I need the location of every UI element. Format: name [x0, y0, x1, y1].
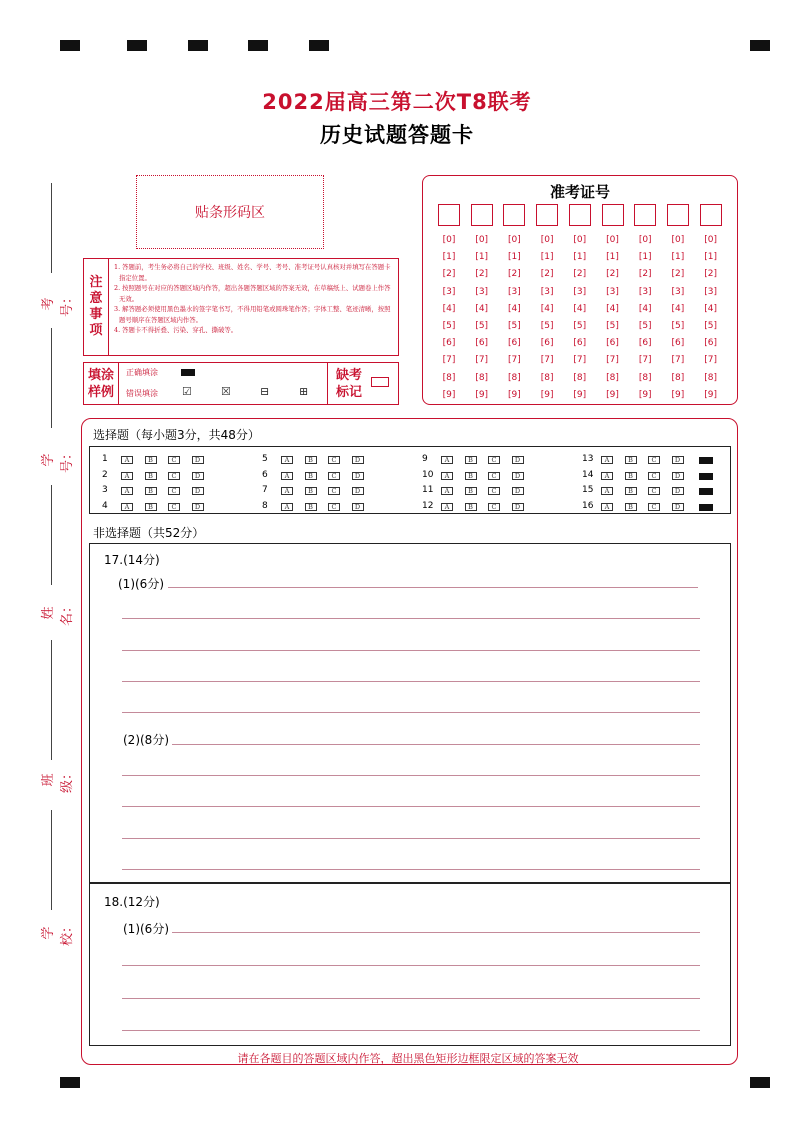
- question-number: 9: [422, 454, 428, 464]
- exam-id-bubble[interactable]: [1]: [573, 252, 587, 263]
- exam-id-bubble[interactable]: [3]: [671, 286, 685, 297]
- option-bubble-c[interactable]: C: [648, 456, 660, 464]
- exam-id-bubble[interactable]: [7]: [508, 355, 521, 366]
- notice-item: 3. 解答题必须使用黑色墨水的签字笔书写，不得用铅笔或圆珠笔作答；字体工整、笔迹清晰，按照题号顺序在答题区域内作答。: [114, 305, 391, 324]
- exam-id-bubble[interactable]: [7]: [540, 355, 554, 366]
- notice-item: 2. 按照题号在对应的答题区域内作答，超出各题答题区域的答案无效，在草稿纸上、试题卷上作答无效。: [114, 284, 391, 303]
- exam-id-bubble[interactable]: [8]: [573, 372, 587, 383]
- answer-line: [172, 744, 700, 745]
- timing-mark: [127, 40, 147, 51]
- option-bubble-a[interactable]: A: [441, 472, 453, 480]
- notice-box: [83, 258, 399, 356]
- exam-id-bubble[interactable]: [3]: [638, 286, 652, 297]
- absent-divider: [327, 363, 328, 404]
- option-bubble-a[interactable]: A: [601, 456, 613, 464]
- answer-line: [168, 587, 698, 588]
- row-timing-mark: [699, 504, 713, 511]
- exam-id-digit-box[interactable]: [438, 204, 460, 226]
- option-bubble-b[interactable]: B: [145, 456, 157, 464]
- answer-line: [122, 965, 700, 966]
- barcode-label: 贴条形码区: [195, 205, 265, 221]
- exam-id-bubble[interactable]: [5]: [704, 321, 717, 331]
- nonchoice-section-title: 非选择题（共52分）: [93, 526, 205, 540]
- answer-line: [122, 806, 700, 807]
- exam-id-bubble[interactable]: [3]: [606, 286, 619, 297]
- option-bubble-a[interactable]: A: [121, 472, 133, 480]
- choice-section-title: 选择题（每小题3分，共48分）: [93, 428, 260, 442]
- option-bubble-a[interactable]: A: [441, 456, 453, 464]
- exam-id-bubble[interactable]: [9]: [508, 389, 521, 400]
- option-bubble-d[interactable]: D: [352, 472, 364, 480]
- exam-number-label: 考号：: [41, 291, 75, 318]
- option-bubble-a[interactable]: A: [601, 487, 613, 495]
- exam-id-bubble[interactable]: [6]: [442, 338, 456, 349]
- option-bubble-c[interactable]: C: [168, 472, 180, 480]
- row-timing-mark: [699, 473, 713, 480]
- exam-id-bubble[interactable]: [8]: [606, 372, 619, 383]
- student-number-label: 学号：: [41, 447, 75, 474]
- question-number: 4: [102, 500, 108, 511]
- option-bubble-c[interactable]: C: [328, 456, 340, 464]
- exam-id-bubble[interactable]: [2]: [508, 269, 521, 280]
- exam-id-bubble[interactable]: [0]: [442, 235, 456, 245]
- option-bubble-b[interactable]: B: [305, 472, 317, 480]
- exam-id-bubble[interactable]: [0]: [606, 235, 619, 245]
- answer-line: [122, 838, 700, 839]
- timing-mark: [188, 40, 208, 51]
- option-bubble-b[interactable]: B: [465, 487, 477, 495]
- option-bubble-c[interactable]: C: [168, 487, 180, 495]
- sheet-subtitle: 历史试题答题卡: [320, 123, 474, 147]
- exam-id-bubble[interactable]: [0]: [508, 235, 521, 245]
- option-bubble-d[interactable]: D: [672, 487, 684, 495]
- exam-id-bubble[interactable]: [2]: [573, 269, 587, 280]
- exam-id-bubble[interactable]: [2]: [540, 269, 554, 280]
- exam-id-bubble[interactable]: [2]: [638, 269, 652, 280]
- exam-id-bubble[interactable]: [9]: [606, 389, 619, 400]
- exam-id-bubble[interactable]: [9]: [475, 389, 489, 400]
- timing-mark: [750, 1077, 770, 1088]
- wrong-fill-cross-icon: ☒: [221, 385, 231, 398]
- exam-id-bubble[interactable]: [7]: [704, 355, 717, 366]
- exam-id-bubble[interactable]: [1]: [606, 252, 619, 263]
- absent-heading: 缺考 标记: [336, 368, 363, 400]
- option-bubble-c[interactable]: C: [168, 456, 180, 464]
- exam-id-bubble[interactable]: [2]: [442, 269, 456, 280]
- exam-id-bubble[interactable]: [4]: [442, 303, 456, 314]
- answer-line: [122, 1030, 700, 1031]
- correct-fill-mark: [181, 369, 195, 376]
- q18-label: 18.(12分): [104, 895, 160, 909]
- exam-id-bubble[interactable]: [9]: [540, 389, 554, 400]
- answer-line: [122, 650, 700, 651]
- exam-id-bubble[interactable]: [2]: [606, 269, 619, 280]
- exam-id-bubble[interactable]: [3]: [508, 286, 521, 297]
- question-number: 5: [262, 454, 268, 464]
- answer-line: [122, 869, 700, 870]
- answer-line: [122, 681, 700, 682]
- option-bubble-d[interactable]: D: [352, 503, 364, 511]
- q17-answer-box[interactable]: [89, 543, 731, 883]
- option-bubble-b[interactable]: B: [305, 503, 317, 511]
- exam-id-digit-box[interactable]: [602, 204, 624, 226]
- exam-id-bubble[interactable]: [0]: [573, 235, 587, 245]
- exam-id-bubble[interactable]: [4]: [475, 303, 489, 314]
- option-bubble-c[interactable]: C: [328, 503, 340, 511]
- exam-id-bubble[interactable]: [1]: [638, 252, 652, 263]
- side-line: [51, 485, 52, 585]
- question-number: 8: [262, 500, 268, 511]
- exam-id-bubble[interactable]: [9]: [573, 389, 587, 400]
- option-bubble-d[interactable]: D: [672, 472, 684, 480]
- option-bubble-b[interactable]: B: [625, 503, 637, 511]
- exam-id-bubble[interactable]: [0]: [671, 235, 685, 245]
- option-bubble-d[interactable]: D: [192, 487, 204, 495]
- exam-id-bubble[interactable]: [1]: [671, 252, 685, 263]
- exam-id-bubble[interactable]: [8]: [475, 372, 489, 383]
- option-bubble-b[interactable]: B: [145, 472, 157, 480]
- exam-id-bubble[interactable]: [5]: [573, 321, 587, 331]
- exam-id-bubble[interactable]: [2]: [475, 269, 489, 280]
- notice-list: [114, 262, 394, 336]
- option-bubble-a[interactable]: A: [121, 503, 133, 511]
- exam-id-bubble[interactable]: [9]: [671, 389, 685, 400]
- exam-id-bubble[interactable]: [5]: [540, 321, 554, 331]
- name-label: 姓名：: [41, 600, 75, 627]
- question-number: 1: [102, 454, 108, 464]
- exam-id-bubble[interactable]: [0]: [638, 235, 652, 245]
- exam-id-bubble[interactable]: [8]: [671, 372, 685, 383]
- q18-part1-label: (1)(6分): [123, 922, 169, 936]
- option-bubble-d[interactable]: D: [192, 456, 204, 464]
- exam-id-bubble[interactable]: [1]: [508, 252, 521, 263]
- exam-id-bubble[interactable]: [6]: [540, 338, 554, 349]
- option-bubble-d[interactable]: D: [352, 487, 364, 495]
- question-number: 11: [422, 485, 434, 495]
- option-bubble-a[interactable]: A: [441, 487, 453, 495]
- exam-id-bubble[interactable]: [5]: [475, 321, 489, 331]
- class-label: 班级：: [41, 767, 75, 794]
- q17-label: 17.(14分): [104, 553, 160, 567]
- exam-id-bubble[interactable]: [1]: [442, 252, 456, 263]
- option-bubble-d[interactable]: D: [192, 503, 204, 511]
- exam-id-digit-box[interactable]: [503, 204, 525, 226]
- option-bubble-c[interactable]: C: [488, 456, 500, 464]
- option-bubble-c[interactable]: C: [168, 503, 180, 511]
- option-bubble-a[interactable]: A: [441, 503, 453, 511]
- exam-id-bubble[interactable]: [9]: [638, 389, 652, 400]
- option-bubble-b[interactable]: B: [305, 456, 317, 464]
- wrong-fill-label: 错误填涂: [126, 389, 158, 398]
- exam-id-bubble[interactable]: [5]: [671, 321, 685, 331]
- exam-id-bubble[interactable]: [2]: [704, 269, 717, 280]
- exam-id-bubble[interactable]: [6]: [638, 338, 652, 349]
- exam-id-digit-box[interactable]: [536, 204, 558, 226]
- option-bubble-b[interactable]: B: [145, 503, 157, 511]
- exam-id-bubble[interactable]: [1]: [704, 252, 717, 263]
- option-bubble-b[interactable]: B: [465, 456, 477, 464]
- exam-id-bubble[interactable]: [3]: [540, 286, 554, 297]
- footer-warning: 请在各题目的答题区域内作答，超出黑色矩形边框限定区域的答案无效: [237, 1052, 579, 1065]
- option-bubble-a[interactable]: A: [281, 503, 293, 511]
- exam-id-bubble[interactable]: [9]: [442, 389, 456, 400]
- answer-line: [172, 932, 700, 933]
- option-bubble-d[interactable]: D: [672, 456, 684, 464]
- fill-example-heading: 填涂 样例: [84, 363, 119, 404]
- exam-id-bubble[interactable]: [5]: [638, 321, 652, 331]
- wrong-fill-plus-icon: ⊞: [299, 385, 309, 398]
- absent-checkbox[interactable]: [371, 377, 389, 387]
- exam-title: 2022届高三第二次T8联考: [262, 90, 532, 114]
- option-bubble-a[interactable]: A: [281, 487, 293, 495]
- school-label: 学校：: [41, 920, 75, 947]
- correct-fill-label: 正确填涂: [126, 368, 158, 377]
- exam-id-bubble[interactable]: [8]: [540, 372, 554, 383]
- option-bubble-a[interactable]: A: [601, 503, 613, 511]
- exam-id-bubble[interactable]: [4]: [638, 303, 652, 314]
- option-bubble-b[interactable]: B: [625, 456, 637, 464]
- answer-line: [122, 618, 700, 619]
- exam-id-bubble[interactable]: [5]: [508, 321, 521, 331]
- exam-id-bubble[interactable]: [4]: [540, 303, 554, 314]
- exam-id-bubble[interactable]: [3]: [475, 286, 489, 297]
- side-line: [51, 640, 52, 760]
- option-bubble-b[interactable]: B: [625, 487, 637, 495]
- exam-id-bubble[interactable]: [3]: [442, 286, 456, 297]
- timing-mark: [60, 1077, 80, 1088]
- q17-part2-label: (2)(8分): [123, 733, 169, 747]
- option-bubble-c[interactable]: C: [648, 487, 660, 495]
- exam-id-bubble[interactable]: [4]: [573, 303, 587, 314]
- exam-id-box: [422, 175, 738, 405]
- option-bubble-c[interactable]: C: [648, 503, 660, 511]
- exam-id-digit-box[interactable]: [667, 204, 689, 226]
- exam-id-bubble[interactable]: [0]: [704, 235, 717, 245]
- option-bubble-b[interactable]: B: [305, 487, 317, 495]
- exam-id-bubble[interactable]: [4]: [704, 303, 717, 314]
- exam-id-title: 准考证号: [549, 183, 610, 201]
- question-number: 6: [262, 469, 268, 480]
- timing-mark: [248, 40, 268, 51]
- exam-id-bubble[interactable]: [7]: [638, 355, 652, 366]
- side-line: [51, 183, 52, 273]
- question-number: 14: [582, 469, 594, 480]
- row-timing-mark: [699, 488, 713, 495]
- option-bubble-c[interactable]: C: [328, 487, 340, 495]
- option-bubble-d[interactable]: D: [512, 503, 524, 511]
- option-bubble-a[interactable]: A: [601, 472, 613, 480]
- option-bubble-d[interactable]: D: [672, 503, 684, 511]
- exam-id-bubble[interactable]: [7]: [573, 355, 587, 366]
- exam-id-digit-box[interactable]: [471, 204, 493, 226]
- answer-line: [122, 775, 700, 776]
- exam-id-bubble[interactable]: [0]: [475, 235, 489, 245]
- option-bubble-d[interactable]: D: [512, 487, 524, 495]
- side-line: [51, 810, 52, 910]
- option-bubble-c[interactable]: C: [488, 503, 500, 511]
- question-number: 10: [422, 469, 434, 480]
- option-bubble-b[interactable]: B: [465, 503, 477, 511]
- exam-id-bubble[interactable]: [4]: [508, 303, 521, 314]
- exam-id-bubble[interactable]: [6]: [475, 338, 489, 349]
- timing-mark: [309, 40, 329, 51]
- exam-id-digit-box[interactable]: [634, 204, 656, 226]
- option-bubble-d[interactable]: D: [192, 472, 204, 480]
- answer-line: [122, 998, 700, 999]
- option-bubble-c[interactable]: C: [328, 472, 340, 480]
- wrong-fill-check-icon: ☑: [182, 385, 192, 398]
- question-number: 15: [582, 485, 594, 495]
- exam-id-digit-box[interactable]: [569, 204, 591, 226]
- option-bubble-d[interactable]: D: [352, 456, 364, 464]
- timing-mark: [750, 40, 770, 51]
- answer-line: [122, 712, 700, 713]
- exam-id-bubble[interactable]: [1]: [540, 252, 554, 263]
- exam-id-bubble[interactable]: [6]: [508, 338, 521, 349]
- option-bubble-a[interactable]: A: [281, 456, 293, 464]
- question-number: 16: [582, 500, 594, 511]
- option-bubble-a[interactable]: A: [281, 472, 293, 480]
- notice-item: 1. 答题前，考生务必将自己的学校、班级、姓名、学号、考号、准考证号认真核对并填写在答题卡指定位置。: [114, 263, 391, 282]
- exam-id-bubble[interactable]: [7]: [442, 355, 456, 366]
- exam-id-bubble[interactable]: [5]: [606, 321, 619, 331]
- option-bubble-c[interactable]: C: [488, 487, 500, 495]
- exam-id-bubble[interactable]: [4]: [606, 303, 619, 314]
- exam-id-bubble[interactable]: [6]: [671, 338, 685, 349]
- exam-id-bubble[interactable]: [6]: [573, 338, 587, 349]
- question-number: 2: [102, 469, 108, 480]
- question-number: 3: [102, 485, 108, 495]
- option-bubble-b[interactable]: B: [145, 487, 157, 495]
- exam-id-bubble[interactable]: [3]: [704, 286, 717, 297]
- exam-id-bubble[interactable]: [6]: [606, 338, 619, 349]
- timing-mark: [60, 40, 80, 51]
- exam-id-bubble[interactable]: [2]: [671, 269, 685, 280]
- exam-id-bubble[interactable]: [3]: [573, 286, 587, 297]
- exam-id-bubble[interactable]: [5]: [442, 321, 456, 331]
- option-bubble-c[interactable]: C: [488, 472, 500, 480]
- exam-id-bubble[interactable]: [6]: [704, 338, 717, 349]
- exam-id-bubble[interactable]: [0]: [540, 235, 554, 245]
- q17-part1-label: (1)(6分): [118, 577, 164, 591]
- exam-id-bubble[interactable]: [1]: [475, 252, 489, 263]
- notice-item: 4. 答题卡不得折叠、污染、穿孔、撕破等。: [114, 326, 238, 334]
- fill-example-box: [83, 362, 399, 405]
- exam-id-bubble[interactable]: [8]: [442, 372, 456, 383]
- exam-id-bubble[interactable]: [7]: [606, 355, 619, 366]
- option-bubble-a[interactable]: A: [121, 456, 133, 464]
- exam-id-bubble[interactable]: [8]: [638, 372, 652, 383]
- exam-id-bubble[interactable]: [7]: [671, 355, 685, 366]
- option-bubble-a[interactable]: A: [121, 487, 133, 495]
- exam-id-bubble[interactable]: [8]: [704, 372, 717, 383]
- exam-id-digit-box[interactable]: [700, 204, 722, 226]
- exam-id-bubble[interactable]: [9]: [704, 389, 717, 400]
- exam-id-bubble[interactable]: [7]: [475, 355, 489, 366]
- barcode-area: [136, 175, 324, 249]
- question-number: 12: [422, 500, 434, 511]
- exam-id-bubble[interactable]: [8]: [508, 372, 521, 383]
- option-bubble-b[interactable]: B: [625, 472, 637, 480]
- option-bubble-d[interactable]: D: [512, 456, 524, 464]
- question-number: 13: [582, 454, 594, 464]
- wrong-fill-dash-icon: ⊟: [260, 385, 270, 398]
- option-bubble-d[interactable]: D: [512, 472, 524, 480]
- option-bubble-c[interactable]: C: [648, 472, 660, 480]
- row-timing-mark: [699, 457, 713, 464]
- exam-id-bubble[interactable]: [4]: [671, 303, 685, 314]
- option-bubble-b[interactable]: B: [465, 472, 477, 480]
- notice-heading: 注 意 事 项: [84, 259, 109, 355]
- question-number: 7: [262, 485, 268, 495]
- side-line: [51, 328, 52, 428]
